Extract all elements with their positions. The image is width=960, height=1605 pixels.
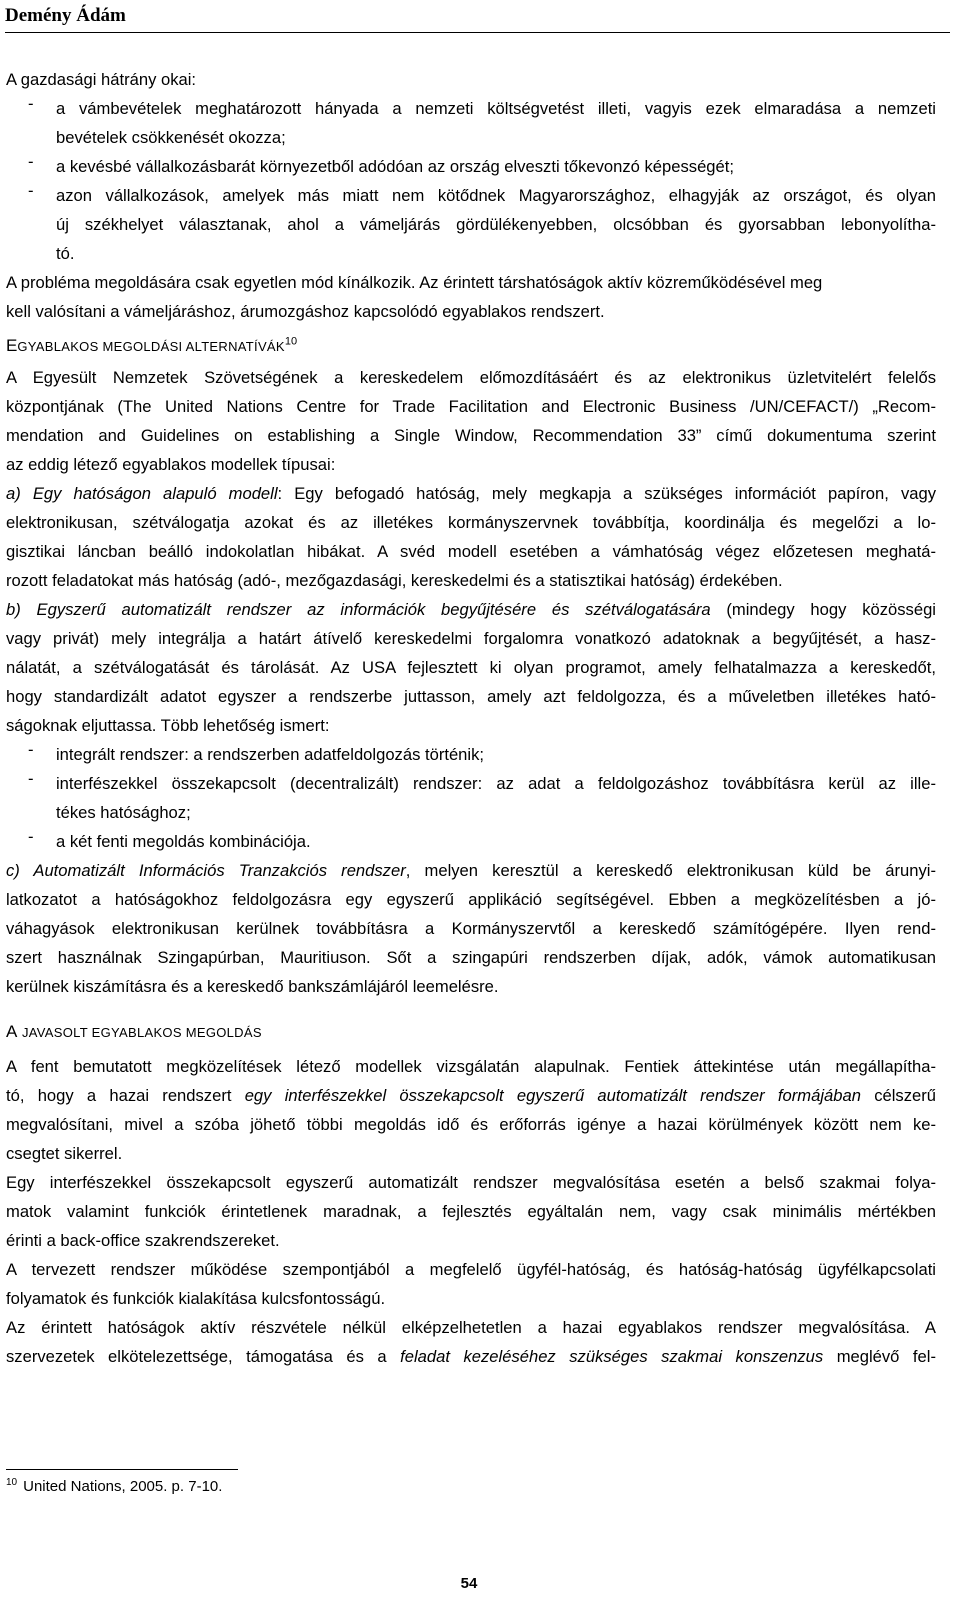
page-header	[5, 3, 950, 33]
paragraph-line: A probléma megoldására csak egyetlen mód kínálkozik. Az érintett társhatóságok aktív közreműködésével meg	[6, 273, 823, 292]
list-item	[6, 827, 936, 856]
paragraph-line: érinti a back-office szakrendszereket.	[6, 1231, 280, 1250]
paragraph-line: hogy standardizált adatot egyszer a rendszerbe juttasson, amely azt feldolgozza, és a műveletben illetékes ható-	[6, 687, 936, 706]
paragraph-line: rozott feladatokat más hatóság (adó-, mezőgazdasági, kereskedelmi és a statisztikai hatóság) érdekében.	[6, 571, 783, 590]
page-number: 54	[460, 1575, 478, 1592]
intro-line: A gazdasági hátrány okai:	[6, 70, 197, 89]
bullet-dash: -	[28, 769, 34, 788]
paragraph-line: A fent bemutatott megközelítések létező modellek vizsgálatán alapulnak. Fentiek áttekintése után megállapítha-	[6, 1057, 936, 1076]
list-item	[6, 94, 936, 152]
bullet-dash: -	[28, 94, 34, 113]
paragraph-line: elektronikusan, szétválogatja azokat és az illetékes kormányszervnek továbbítja, koordinálja és megelőzi a lo-	[6, 513, 936, 532]
list-item-text: integrált rendszer: a rendszerben adatfeldolgozás történik;	[56, 745, 485, 764]
paragraph-line: tó, hogy a hazai rendszert egy interfészekkel összekapcsolt egyszerű automatizált rendszer formájában célszerű	[6, 1086, 936, 1105]
paragraph-line: szervezetek elkötelezettsége, támogatása és a feladat kezeléséhez szükséges szakmai konszenzus meglévő fel-	[6, 1347, 936, 1366]
paragraph-line: latkozatot a hatóságokhoz feldolgozásra egy egyszerű applikáció segítségével. Ebben a megközelítésben a jó-	[6, 890, 936, 909]
paragraph-line: Egy interfészekkel összekapcsolt egyszerű automatizált rendszer megvalósítása esetén a belső szakmai folya-	[6, 1173, 936, 1192]
footnote-ref: 10	[284, 335, 298, 348]
paragraph-line: A Egyesült Nemzetek Szövetségének a kereskedelem előmozdításáért és az elektronikus üzletvitelért felelős	[6, 368, 936, 387]
list-item-text: tékes hatósághoz;	[56, 803, 191, 822]
page-content	[6, 65, 936, 1371]
paragraph-line: Az érintett hatóságok aktív részvétele nélkül elképzelhetetlen a hazai egyablakos rendszer megvalósítása. A	[6, 1318, 936, 1337]
paragraph-line: nálatát, a szétválogatását és tárolását. Az USA fejlesztett ki olyan programot, amely felhatalmazza a kereskedőt,	[6, 658, 936, 677]
footnote-divider	[6, 1469, 238, 1470]
footnote-text: United Nations, 2005. p. 7-10.	[23, 1478, 223, 1495]
list-item	[6, 769, 936, 827]
bullet-dash: -	[28, 152, 34, 171]
model-c-first-line: c) Automatizált Információs Tranzakciós rendszer, melyen keresztül a kereskedő elektronikusan küld be árunyi-	[6, 861, 936, 880]
model-b-first-line: b) Egyszerű automatizált rendszer az információk begyűjtésére és szétválogatására (mindegy hogy közösségi	[6, 600, 936, 619]
model-a-first-line: a) Egy hatóságon alapuló modell: Egy befogadó hatóság, mely megkapja a szükséges információt papíron, vagy	[6, 484, 936, 503]
author-name: Demény Ádám	[5, 5, 126, 26]
paragraph-line: A tervezett rendszer működése szempontjából a megfelelő ügyfél-hatóság, és hatóság-hatóság ügyfélkapcsolati	[6, 1260, 936, 1279]
bullet-dash: -	[28, 181, 34, 200]
section-heading: EGYABLAKOS MEGOLDÁSI ALTERNATÍVÁK$^{10}$	[6, 335, 298, 355]
list-item-text: interfészekkel összekapcsolt (decentralizált) rendszer: az adat a feldolgozáshoz továbbításra kerül az ille-	[56, 774, 936, 793]
paragraph-line: folyamatok és funkciók kialakítása kulcsfontosságú.	[6, 1289, 386, 1308]
paragraph-line: szert használnak Szingapúrban, Mauritiuson. Sőt a szingapúri rendszerben díjak, adók, vámok automatikusan	[6, 948, 936, 967]
paragraph-line: megvalósítani, mivel a szóba jöhető többi megoldás idő és erőforrás igénye a hazai körülmények között nem ke-	[6, 1115, 936, 1134]
list-item-text: azon vállalkozások, amelyek más miatt nem kötődnek Magyarországhoz, elhagyják az országot, és olyan	[56, 186, 936, 205]
list-item-text: tó.	[56, 244, 75, 263]
footnote	[6, 1478, 222, 1495]
paragraph-line: kerülnek kiszámításra és a kereskedő bankszámlájáról leemelésre.	[6, 977, 499, 996]
list-item-text: új székhelyet választanak, ahol a vámeljárás gördülékenyebben, olcsóbban és gyorsabban lebonyolítha-	[56, 215, 936, 234]
section-heading: A JAVASOLT EGYABLAKOS MEGOLDÁS	[6, 1022, 262, 1041]
list-item	[6, 740, 936, 769]
list-item	[6, 181, 936, 268]
paragraph-line: gisztikai láncban beálló indokolatlan hibákat. A svéd modell esetében a vámhatóság végez előzetesen meghatá-	[6, 542, 936, 561]
paragraph-line: matok valamint funkciók érintetlenek maradnak, a fejlesztés egyáltalán nem, vagy csak minimális mértékben	[6, 1202, 936, 1221]
paragraph-line: mendation and Guidelines on establishing a Single Window, Recommendation 33” című dokumentuma szerint	[6, 426, 936, 445]
paragraph-line: központjának (The United Nations Centre for Trade Facilitation and Electronic Business /UN/CEFACT/) „Recom-	[6, 397, 936, 416]
paragraph-line: vagy privát) mely integrálja a határt átívelő kereskedelmi forgalomra vonatkozó adatoknak a begyűjtését, a hasz-	[6, 629, 936, 648]
list-item	[6, 152, 936, 181]
paragraph-line: ságoknak eljuttassa. Több lehetőség ismert:	[6, 716, 330, 735]
list-item-text: a vámbevételek meghatározott hányada a nemzeti költségvetést illeti, vagyis ezek elmaradása a nemzeti	[56, 99, 936, 118]
list-item-text: bevételek csökkenését okozza;	[56, 128, 286, 147]
paragraph-line: az eddig létező egyablakos modellek típusai:	[6, 455, 336, 474]
paragraph-line: kell valósítani a vámeljáráshoz, árumozgáshoz kapcsolódó egyablakos rendszert.	[6, 302, 605, 321]
list-item-text: a két fenti megoldás kombinációja.	[56, 832, 311, 851]
paragraph-line: váhagyások elektronikusan kerülnek továbbításra a Kormányszervtől a kereskedő számítógépére. Ilyen rend-	[6, 919, 936, 938]
footnote-number: 10	[6, 1477, 18, 1488]
list-item-text: a kevésbé vállalkozásbarát környezetből adódóan az ország elveszti tőkevonzó képességét;	[56, 157, 734, 176]
bullet-dash: -	[28, 827, 34, 846]
paragraph-line: csegtet sikerrel.	[6, 1144, 123, 1163]
bullet-dash: -	[28, 740, 34, 759]
